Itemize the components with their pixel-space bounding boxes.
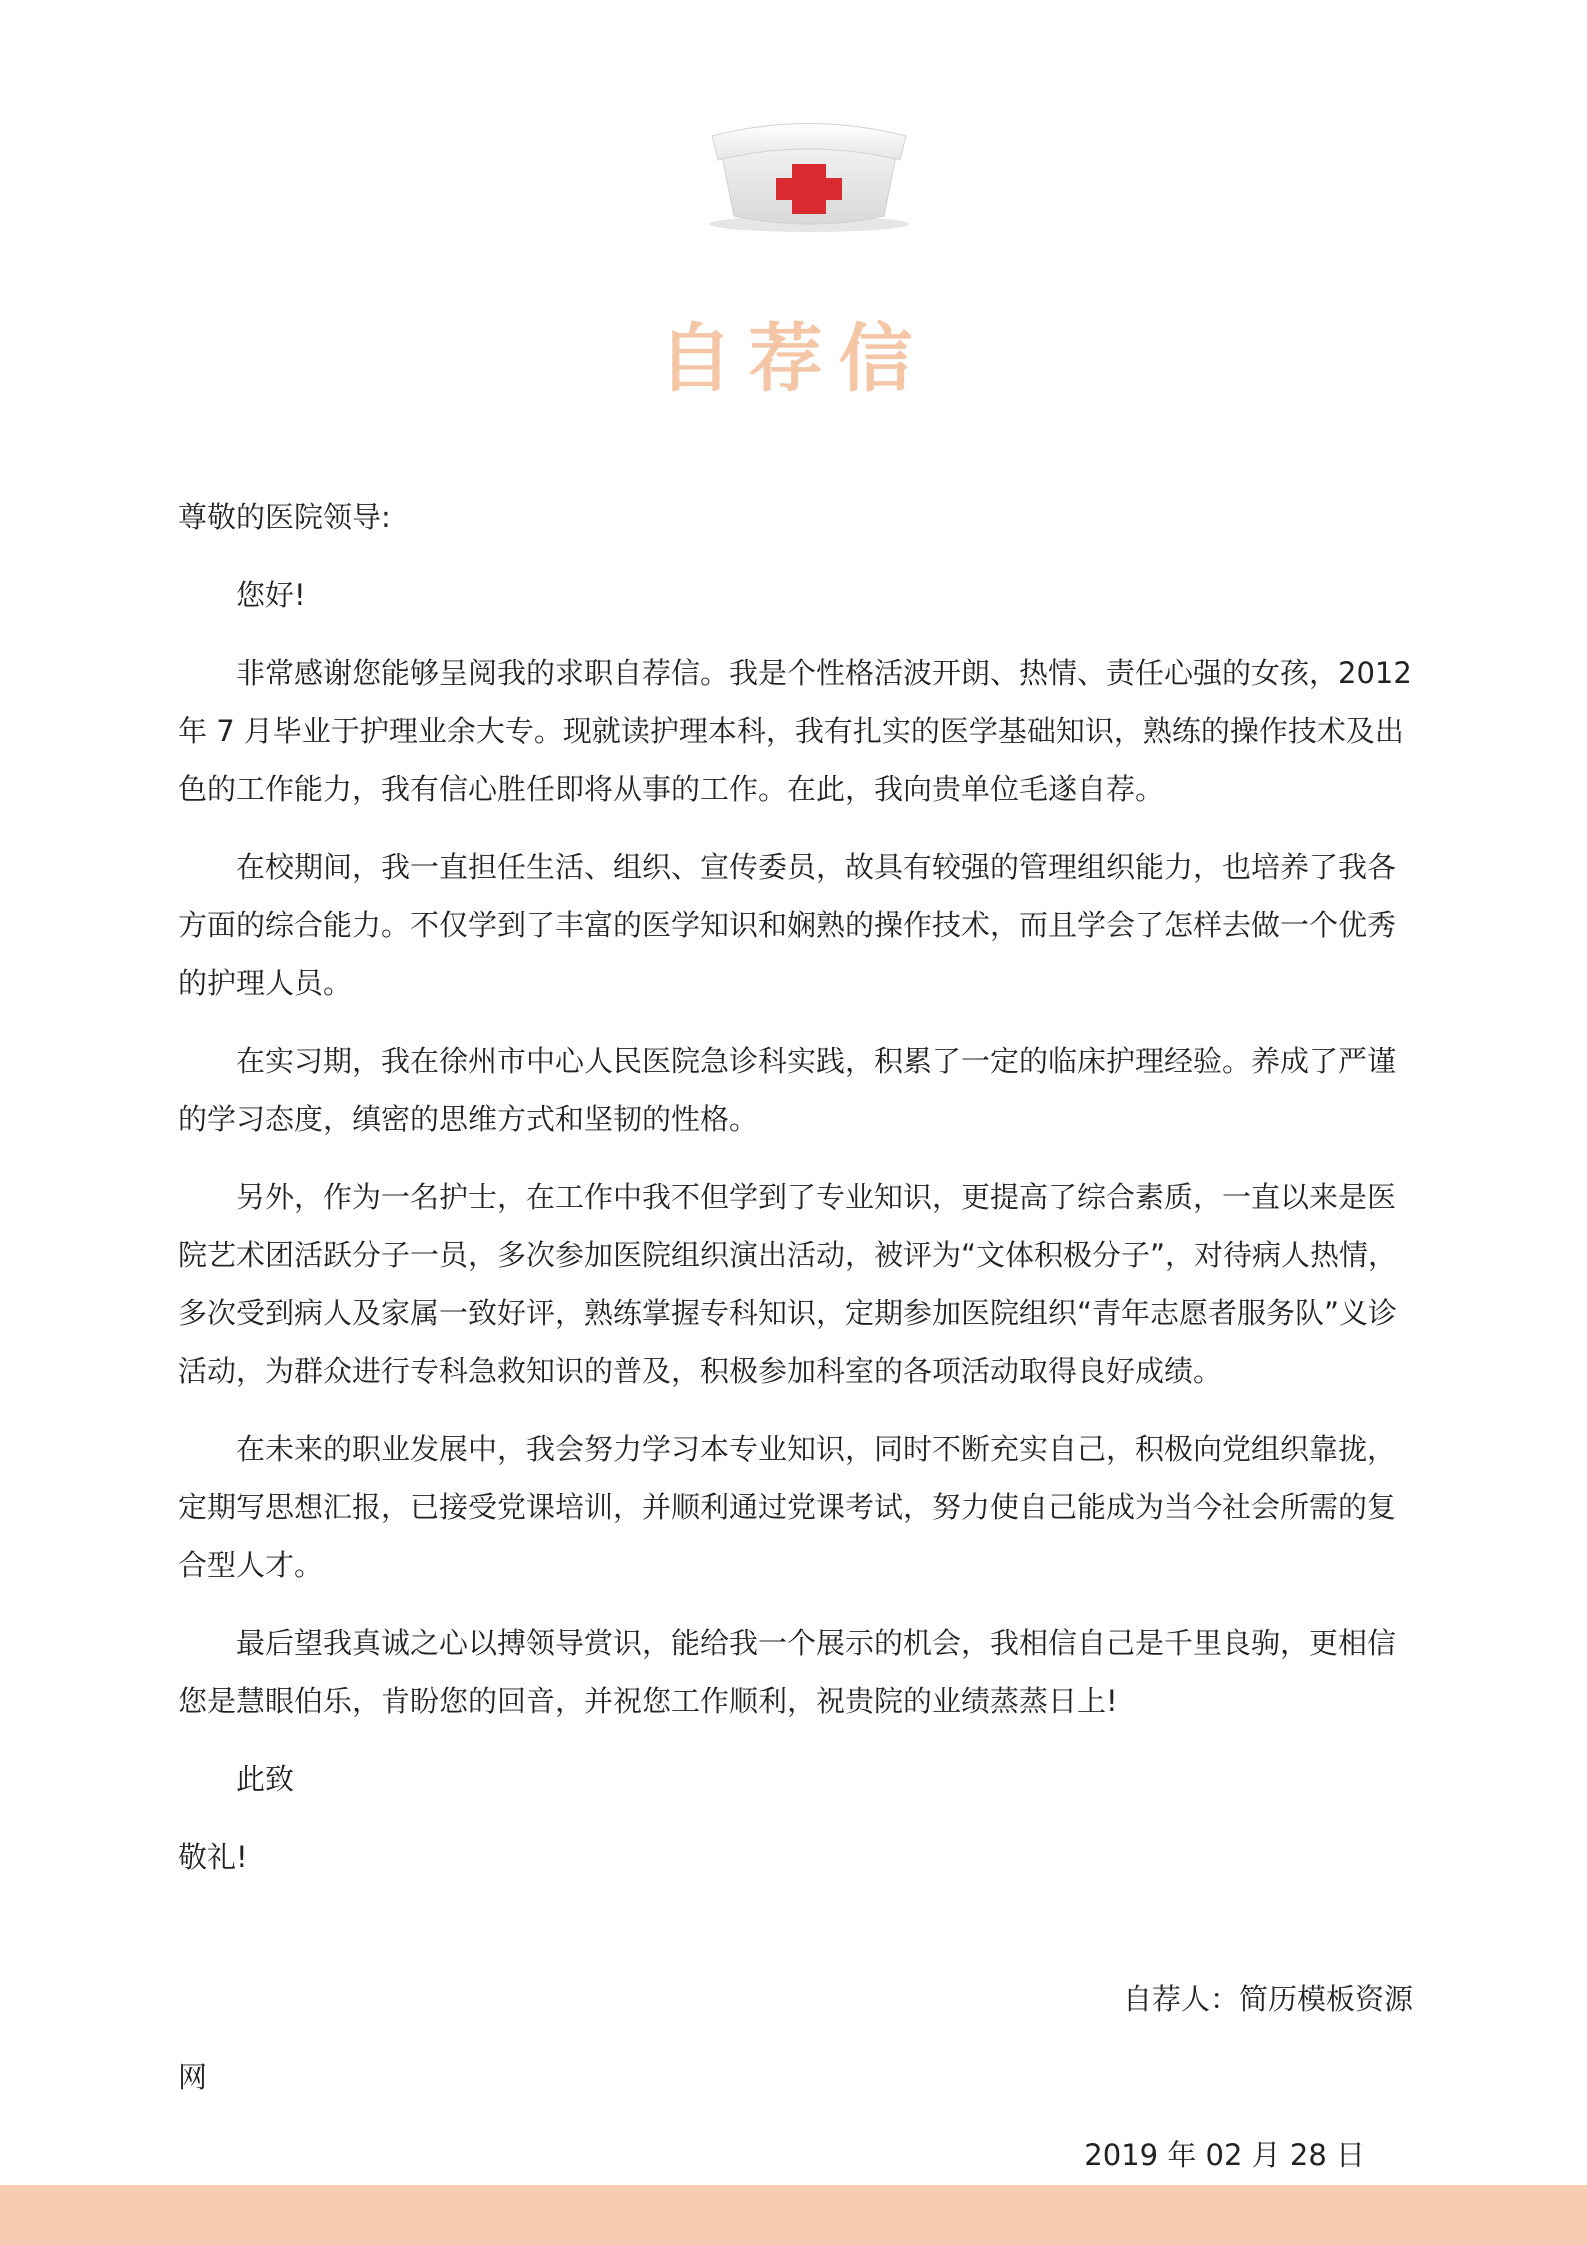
paragraph: 在校期间，我一直担任生活、组织、宣传委员，故具有较强的管理组织能力，也培养了我各方面的综合能力。不仅学到了丰富的医学知识和娴熟的操作技术，而且学会了怎样去做一个优秀的护理人员。 bbox=[178, 850, 1397, 1000]
paragraph: 另外，作为一名护士，在工作中我不但学到了专业知识，更提高了综合素质，一直以来是医院艺术团活跃分子一员，多次参加医院组织演出活动，被评为“文体积极分子”，对待病人热情，多次受到病人及家属一致好评，熟练掌握专科知识，定期参加医院组织“青年志愿者服务队”义诊活动，为群众进行专科急救知识的普及，积极参加科室的各项活动取得良好成绩。 bbox=[178, 1180, 1398, 1388]
letter-body bbox=[178, 488, 1413, 2204]
paragraph: 最后望我真诚之心以搏领导赏识，能给我一个展示的机会，我相信自己是千里良驹，更相信您是慧眼伯乐，肯盼您的回音，并祝您工作顺利，祝贵院的业绩蒸蒸日上! bbox=[178, 1626, 1397, 1718]
salutation: 尊敬的医院领导: bbox=[178, 500, 391, 534]
paragraph: 在实习期，我在徐州市中心人民医院急诊科实践，积累了一定的临床护理经验。养成了严谨的学习态度，缜密的思维方式和坚韧的性格。 bbox=[178, 1044, 1397, 1136]
greeting: 您好! bbox=[236, 578, 306, 612]
paragraph: 非常感谢您能够呈阅我的求职自荐信。我是个性格活波开朗、热情、责任心强的女孩，2012 年 7 月毕业于护理业余大专。现就读护理本科，我有扎实的医学基础知识，熟练的操作技术及出色的工作能力，我有信心胜任即将从事的工作。在此，我向贵单位毛遂自荐。 bbox=[178, 656, 1412, 806]
closing-line-2: 敬礼! bbox=[178, 1840, 248, 1874]
letter-date: 2019 年 02 月 28 日 bbox=[1084, 2138, 1365, 2172]
signer: 自荐人：简历模板资源 bbox=[1122, 1982, 1413, 2016]
paragraph: 在未来的职业发展中，我会努力学习本专业知识，同时不断充实自己，积极向党组织靠拢，定期写思想汇报，已接受党课培训，并顺利通过党课考试，努力使自己能成为当今社会所需的复合型人才。 bbox=[178, 1432, 1397, 1582]
closing-line-1: 此致 bbox=[236, 1762, 295, 1796]
signer-continuation: 网 bbox=[178, 2060, 208, 2094]
nurse-cap-icon bbox=[704, 116, 914, 236]
page-title: 自荐信 bbox=[658, 316, 929, 402]
footer-band bbox=[0, 2185, 1587, 2245]
